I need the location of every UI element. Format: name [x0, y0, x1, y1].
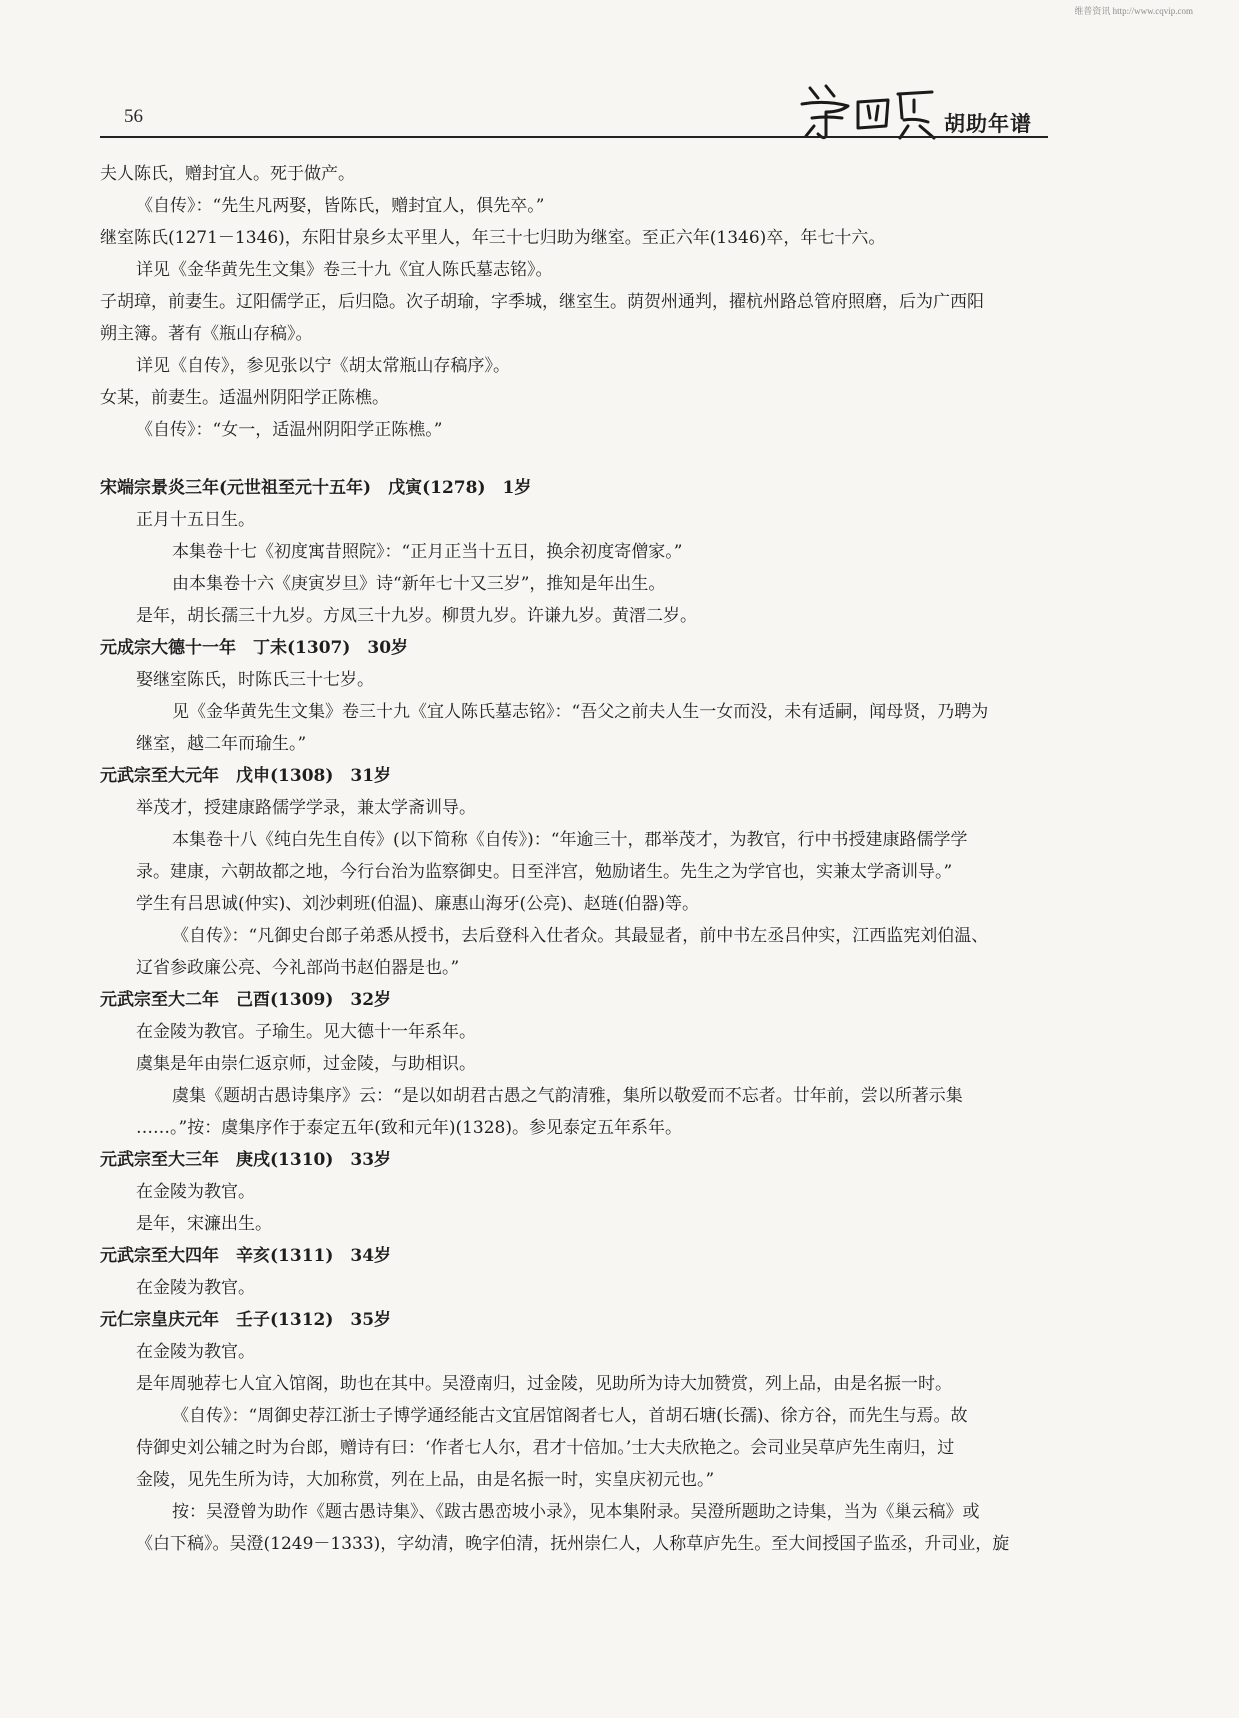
line: 按：吴澄曾为助作《题古愚诗集》、《跋古愚峦坡小录》，见本集附录。吴澄所题助之诗集，当为《巢云稿》或 — [172, 1502, 980, 1522]
handwritten-signature-icon — [796, 78, 944, 142]
year-heading: 宋端宗景炎三年(元世祖至元十五年) 戊寅(1278) 1岁 — [100, 478, 532, 498]
line: 学生有吕思诚(仲实)、刘沙剌班(伯温)、廉惠山海牙(公亮)、赵琏(伯器)等。 — [136, 894, 700, 914]
line: 见《金华黄先生文集》卷三十九《宜人陈氏墓志铭》：“吾父之前夫人生一女而没，未有适嗣，闻母贤，乃聘为 — [172, 702, 989, 722]
watermark: 维普资讯 http://www.cqvip.com — [1074, 6, 1193, 16]
line: 《自传》：“先生凡两娶，皆陈氏，赠封宜人，俱先卒。” — [136, 196, 545, 216]
line: 夫人陈氏，赠封宜人。死于做产。 — [100, 164, 355, 184]
line: 《自传》：“女一，适温州阴阳学正陈樵。” — [136, 420, 443, 440]
year-heading: 元武宗至大二年 己酉(1309) 32岁 — [100, 990, 392, 1010]
line: 是年，宋濂出生。 — [136, 1214, 272, 1234]
line: 举茂才，授建康路儒学学录，兼太学斋训导。 — [136, 798, 476, 818]
line: 详见《金华黄先生文集》卷三十九《宜人陈氏墓志铭》。 — [136, 260, 553, 280]
line: 子胡璋，前妻生。辽阳儒学正，后归隐。次子胡瑜，字季城，继室生。荫贺州通判，擢杭州路总管府照磨，后为广西阳 — [100, 292, 984, 312]
line: 娶继室陈氏，时陈氏三十七岁。 — [136, 670, 374, 690]
line: 金陵，见先生所为诗，大加称赏，列在上品，由是名振一时，实皇庆初元也。” — [136, 1470, 715, 1490]
line: 在金陵为教官。 — [136, 1278, 255, 1298]
line: 在金陵为教官。 — [136, 1342, 255, 1362]
line: 继室陈氏(1271－1346)，东阳甘泉乡太平里人，年三十七归助为继室。至正六年(1346)卒，年七十六。 — [100, 228, 886, 248]
line: 详见《自传》，参见张以宁《胡太常瓶山存稿序》。 — [136, 356, 510, 376]
line: 《自传》：“凡御史台郎子弟悉从授书，去后登科入仕者众。其最显者，前中书左丞吕仲实，江西监宪刘伯温、 — [172, 926, 989, 946]
year-heading: 元成宗大德十一年 丁未(1307) 30岁 — [100, 638, 409, 658]
line: 女某，前妻生。适温州阴阳学正陈樵。 — [100, 388, 389, 408]
line: 在金陵为教官。子瑜生。见大德十一年系年。 — [136, 1022, 476, 1042]
year-heading: 元武宗至大四年 辛亥(1311) 34岁 — [100, 1246, 392, 1266]
page-header — [100, 98, 1048, 140]
year-heading: 元武宗至大三年 庚戌(1310) 33岁 — [100, 1150, 392, 1170]
line: 继室，越二年而瑜生。” — [136, 734, 307, 754]
line: 由本集卷十六《庚寅岁旦》诗“新年七十又三岁”，推知是年出生。 — [172, 574, 666, 594]
line: 是年，胡长孺三十九岁。方凤三十九岁。柳贯九岁。许谦九岁。黄溍二岁。 — [136, 606, 697, 626]
running-title: 胡助年谱 — [944, 112, 1032, 136]
line: 本集卷十七《初度寓昔照院》：“正月正当十五日，换余初度寄僧家。” — [172, 542, 683, 562]
line: 《白下稿》。吴澄(1249－1333)，字幼清，晚字伯清，抚州崇仁人，人称草庐先生。至大间授国子监丞，升司业，旋 — [136, 1534, 1010, 1554]
page-number: 56 — [124, 106, 143, 127]
year-heading: 元武宗至大元年 戊申(1308) 31岁 — [100, 766, 392, 786]
line: 虞集是年由崇仁返京师，过金陵，与助相识。 — [136, 1054, 476, 1074]
line: 《自传》：“周御史荐江浙士子博学通经能古文宜居馆阁者七人，首胡石塘(长孺)、徐方谷，而先生与焉。故 — [172, 1406, 968, 1426]
line: 侍御史刘公辅之时为台郎，赠诗有曰：‘作者七人尔，君才十倍加。’士大夫欣艳之。会司业吴草庐先生南归，过 — [136, 1438, 955, 1458]
line: 虞集《题胡古愚诗集序》云：“是以如胡君古愚之气韵清雅，集所以敬爱而不忘者。廿年前，尝以所著示集 — [172, 1086, 963, 1106]
line: 朔主簿。著有《瓶山存稿》。 — [100, 324, 313, 344]
line: ……。”按：虞集序作于泰定五年(致和元年)(1328)。参见泰定五年系年。 — [136, 1118, 682, 1138]
line: 正月十五日生。 — [136, 510, 255, 530]
page-body — [100, 158, 1048, 1560]
year-heading: 元仁宗皇庆元年 壬子(1312) 35岁 — [100, 1310, 392, 1330]
line: 辽省参政廉公亮、今礼部尚书赵伯器是也。” — [136, 958, 460, 978]
line: 是年周驰荐七人宜入馆阁，助也在其中。吴澄南归，过金陵，见助所为诗大加赞赏，列上品，由是名振一时。 — [136, 1374, 952, 1394]
line: 录。建康，六朝故都之地，今行台治为监察御史。日至泮宫，勉励诸生。先生之为学官也，实兼太学斋训导。” — [136, 862, 953, 882]
header-rule — [100, 136, 1048, 138]
line: 本集卷十八《纯白先生自传》(以下简称《自传》)：“年逾三十，郡举茂才，为教官，行中书授建康路儒学学 — [172, 830, 968, 850]
line: 在金陵为教官。 — [136, 1182, 255, 1202]
